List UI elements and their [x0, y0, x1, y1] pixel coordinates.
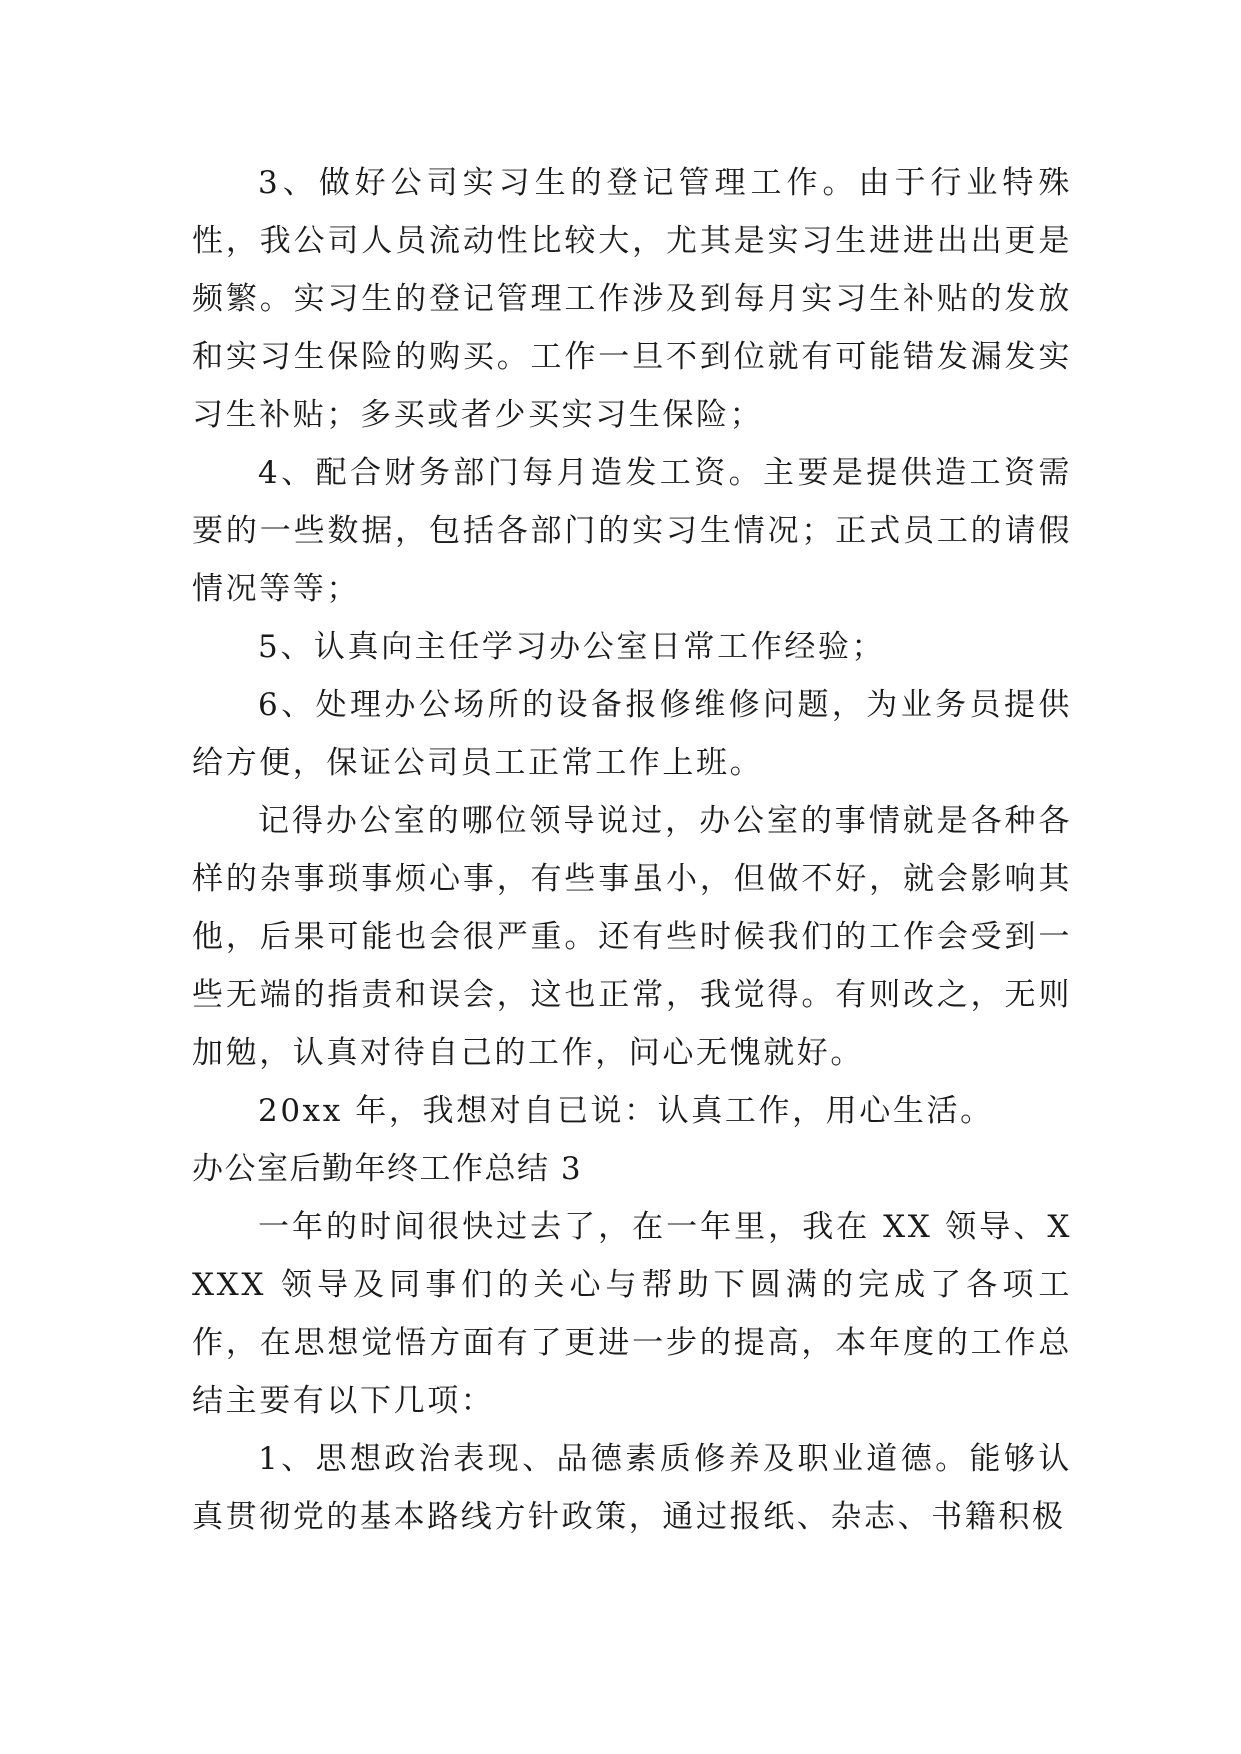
- paragraph-equipment-repair: 6、处理办公场所的设备报修维修问题，为业务员提供给方便，保证公司员工正常工作上班。: [192, 687, 1072, 781]
- paragraph-payroll: 4、配合财务部门每月造发工资。主要是提供造工资需要的一些数据，包括各部门的实习生情况；正式员工的请假情况等等；: [192, 455, 1072, 607]
- paragraph-year-summary-intro: 一年的时间很快过去了，在一年里，我在 XX 领导、XXXX 领导及同事们的关心与帮助下圆满的完成了各项工作，在思想觉悟方面有了更进一步的提高，本年度的工作总结主要有以下几项：: [192, 1209, 1072, 1419]
- paragraph-intern-registration: 3、做好公司实习生的登记管理工作。由于行业特殊性，我公司人员流动性比较大，尤其是实习生进进出出更是频繁。实习生的登记管理工作涉及到每月实习生补贴的发放和实习生保险的购买。工作一旦不到位就有可能错发漏发实习生补贴；多买或者少买实习生保险；: [192, 165, 1072, 433]
- paragraph-political-performance: 1、思想政治表现、品德素质修养及职业道德。能够认真贯彻党的基本路线方针政策，通过报纸、杂志、书籍积极: [192, 1441, 1072, 1535]
- paragraph-reflection: 记得办公室的哪位领导说过，办公室的事情就是各种各样的杂事琐事烦心事，有些事虽小，但做不好，就会影响其他，后果可能也会很严重。还有些时候我们的工作会受到一些无端的指责和误会，这也正常，我觉得。有则改之，无则加勉，认真对待自己的工作，问心无愧就好。: [192, 803, 1072, 1071]
- document-body: [192, 154, 1072, 1546]
- section-title: 办公室后勤年终工作总结 3: [192, 1151, 583, 1187]
- paragraph-new-year-motto: 20xx 年，我想对自已说：认真工作，用心生活。: [258, 1093, 994, 1129]
- paragraph-learning: 5、认真向主任学习办公室日常工作经验；: [258, 629, 886, 665]
